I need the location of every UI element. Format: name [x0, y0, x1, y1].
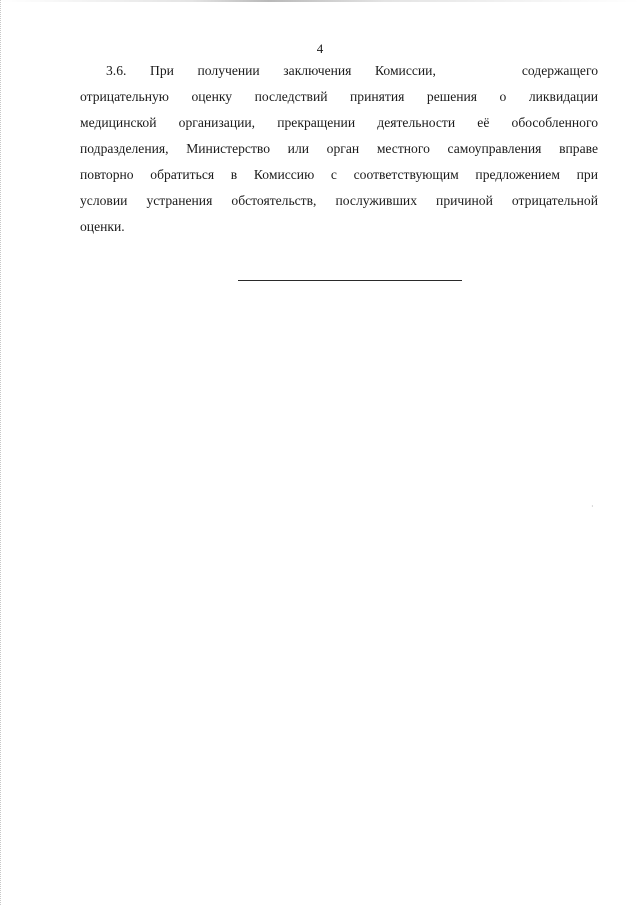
paragraph-line: оценки. [80, 219, 125, 234]
paragraph-line [80, 58, 598, 84]
paragraph-line: медицинской организации, прекращении деятельности её обособленного [80, 115, 598, 130]
paragraph-line: подразделения, Министерство или орган местного самоуправления вправе [80, 141, 598, 156]
scan-edge-top [0, 0, 640, 2]
paragraph-line-part: 3.6. При получении заключения Комиссии, [106, 63, 436, 78]
page-number: 4 [316, 41, 324, 56]
scan-edge-left [0, 0, 2, 905]
paragraph-line: условии устранения обстоятельств, послуживших причиной отрицательной [80, 193, 598, 208]
paragraph-3-6 [80, 58, 598, 240]
end-of-document-rule [238, 280, 462, 281]
paragraph-line: отрицательную оценку последствий принятия решения о ликвидации [80, 89, 598, 104]
paragraph-line: повторно обратиться в Комиссию с соответствующим предложением при [80, 167, 598, 182]
paragraph-line-part: содержащего [521, 63, 598, 78]
scan-speck: · [591, 502, 594, 511]
